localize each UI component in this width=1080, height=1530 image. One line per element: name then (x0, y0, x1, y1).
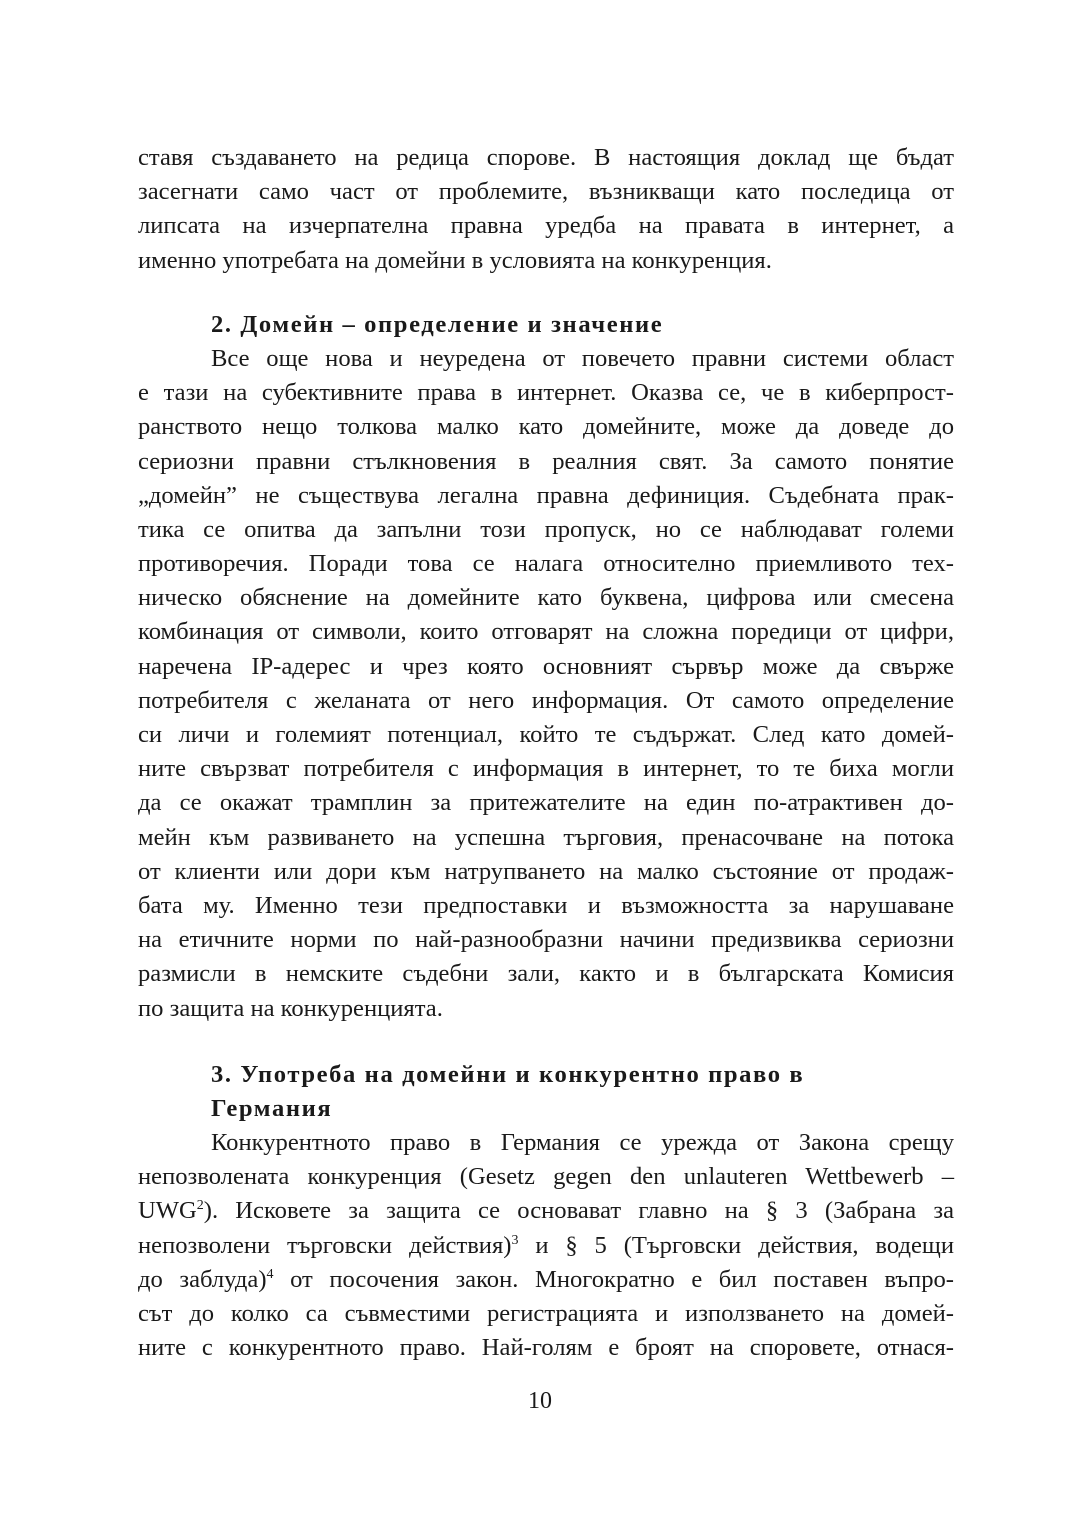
paragraph-line (138, 1263, 954, 1297)
paragraph-line: „домейн” не съществува легална правна дефиниция. Съдебната прак- (138, 481, 954, 509)
line-text: ). Исковете за защита се основават главно на § 3 (Забрана за (203, 1197, 954, 1225)
line-text: до заблуда) (138, 1265, 267, 1293)
paragraph-line: противоречия. Поради това се налага относително приемливото тех- (138, 550, 954, 578)
line-text: и § 5 (Търговски действия, водещи (518, 1231, 954, 1259)
paragraph-line: си личи и големият потенциал, който те съдържат. След като домей- (138, 721, 954, 748)
paragraph-line: от клиенти или дори към натрупването на малко състояние от продаж- (138, 857, 954, 885)
footnote-ref-3[interactable]: 3 (511, 1232, 519, 1248)
body-text (138, 141, 954, 1365)
paragraph-line (138, 1229, 954, 1263)
paragraph-line: Все още нова и неуредена от повечето правни системи област (211, 344, 954, 372)
paragraph-line: ставя създаването на редица спорове. В настоящия доклад ще бъдат (138, 144, 954, 171)
paragraph-line: мейн към развиването на успешна търговия, пренасочване на потока (138, 823, 954, 851)
paragraph-line: по защита на конкуренцията. (138, 994, 443, 1022)
line-text: UWG (138, 1197, 197, 1225)
line-text: непозволени търговски действия) (138, 1231, 512, 1259)
section-heading-continued: Германия (211, 1094, 333, 1122)
paragraph-line: непозволената конкуренция (Gesetz gegen den unlauteren Wettbewerb – (138, 1163, 954, 1191)
paragraph-line: сът до колко са съвместими регистрацията и използването на домей- (138, 1300, 954, 1327)
paragraph-line: ническо обяснение на домейните като буквена, цифрова или смесена (138, 584, 954, 612)
paragraph-line: ните с конкурентното право. Най-голям е броят на споровете, отнася- (138, 1334, 954, 1362)
paragraph-line: липсата на изчерпателна правна уредба на правата в интернет, а (138, 212, 954, 240)
paragraph-line: тика се опитва да запълни този пропуск, но се наблюдават големи (138, 515, 954, 543)
paragraph-line: размисли в немските съдебни зали, както и в българската Комисия (138, 960, 954, 988)
paragraph-line: ните свързват потребителя с информация в интернет, то те биха могли (138, 755, 954, 783)
section-heading: 2. Домейн – определение и значение (211, 310, 664, 338)
paragraph-line: да се окажат трамплин за притежателите на един по-атрактивен до- (138, 789, 954, 817)
paragraph-line: ранството нещо толкова малко като домейните, може да доведе до (138, 413, 954, 441)
paragraph-line: е тази на субективните права в интернет. Оказва се, че в киберпрост- (138, 379, 954, 407)
paragraph-line: засегнати само част от проблемите, възникващи като последица от (138, 178, 954, 206)
footnote-ref-2[interactable]: 2 (196, 1198, 204, 1214)
paragraph-line: комбинация от символи, които отговарят на сложна поредици от цифри, (138, 618, 954, 646)
paragraph-line: сериозни правни стълкновения в реалния свят. За самото понятие (138, 447, 954, 475)
section-heading: 3. Употреба на домейни и конкурентно право в (211, 1060, 805, 1088)
paragraph-line (138, 1194, 954, 1228)
page-number: 10 (528, 1388, 552, 1414)
paragraph-line: на етичните норми по най-разнообразни начини предизвиква сериозни (138, 926, 954, 954)
paragraph-line: потребителя с желаната от него информация. От самото определение (138, 686, 954, 714)
paragraph-line: именно употребата на домейни в условията на конкуренция. (138, 246, 772, 274)
paragraph-line: Конкурентното право в Германия се урежда от Закона срещу (211, 1129, 954, 1157)
paragraph-line: бата му. Именно тези предпоставки и възможността за нарушаване (138, 891, 954, 919)
footnote-ref-4[interactable]: 4 (266, 1266, 274, 1282)
paragraph-line: наречена IP-адерес и чрез която основният сървър може да свърже (138, 652, 954, 680)
line-text: от посочения закон. Многократно е бил поставен въпро- (273, 1265, 954, 1293)
